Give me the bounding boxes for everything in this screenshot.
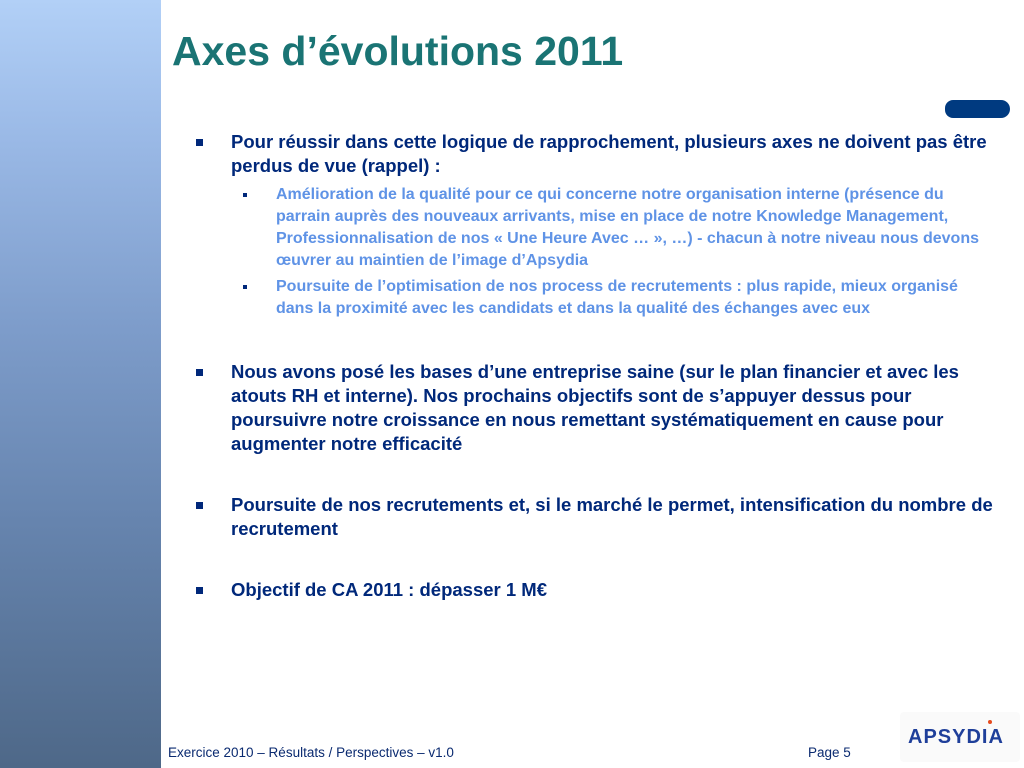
title-underline-bar [945, 100, 1010, 118]
logo-accent-dot [988, 720, 992, 724]
square-bullet-icon [196, 369, 203, 376]
bullet-text: Pour réussir dans cette logique de rapprochement, plusieurs axes ne doivent pas être perdus de vue (rappel) : [231, 131, 987, 176]
apsydia-logo [900, 712, 1020, 762]
bullet-item [195, 493, 995, 541]
side-gradient-band [0, 0, 161, 768]
small-square-bullet-icon [243, 285, 247, 289]
bullet-text: Poursuite de nos recrutements et, si le marché le permet, intensification du nombre de recrutement [231, 494, 993, 539]
slide-title: Axes d’évolutions 2011 [172, 28, 624, 74]
sub-bullet-item [195, 184, 995, 272]
bullet-item [195, 130, 995, 178]
footer-document-label: Exercice 2010 – Résultats / Perspectives – v1.0 [168, 745, 454, 760]
bullet-text: Nous avons posé les bases d’une entreprise saine (sur le plan financier et avec les atouts RH et interne). Nos prochains objectifs sont de s’appuyer dessus pour poursuivre notre croissance en nous remettant systématiquement en cause pour augmenter notre efficacité [231, 361, 959, 454]
bullet-item [195, 360, 995, 456]
square-bullet-icon [196, 139, 203, 146]
bullet-item [195, 578, 995, 602]
footer-page-number: Page 5 [808, 745, 851, 760]
bullet-text: Objectif de CA 2011 : dépasser 1 M€ [231, 579, 547, 600]
sub-bullet-item [195, 276, 995, 320]
logo-wordmark: APSYDIA [908, 726, 1004, 748]
slide-content [195, 130, 995, 602]
sub-bullet-text: Poursuite de l’optimisation de nos process de recrutements : plus rapide, mieux organisé dans la proximité avec les candidats et dans la qualité des échanges avec eux [276, 278, 958, 317]
square-bullet-icon [196, 502, 203, 509]
small-square-bullet-icon [243, 193, 247, 197]
square-bullet-icon [196, 587, 203, 594]
sub-bullet-text: Amélioration de la qualité pour ce qui concerne notre organisation interne (présence du parrain auprès des nouveaux arrivants, mise en place de notre Knowledge Management, Professionnalisation de nos « Une Heure Avec … », …) - chacun à notre niveau nous devons œuvrer au maintien de l’image d’Apsydia [276, 186, 979, 269]
